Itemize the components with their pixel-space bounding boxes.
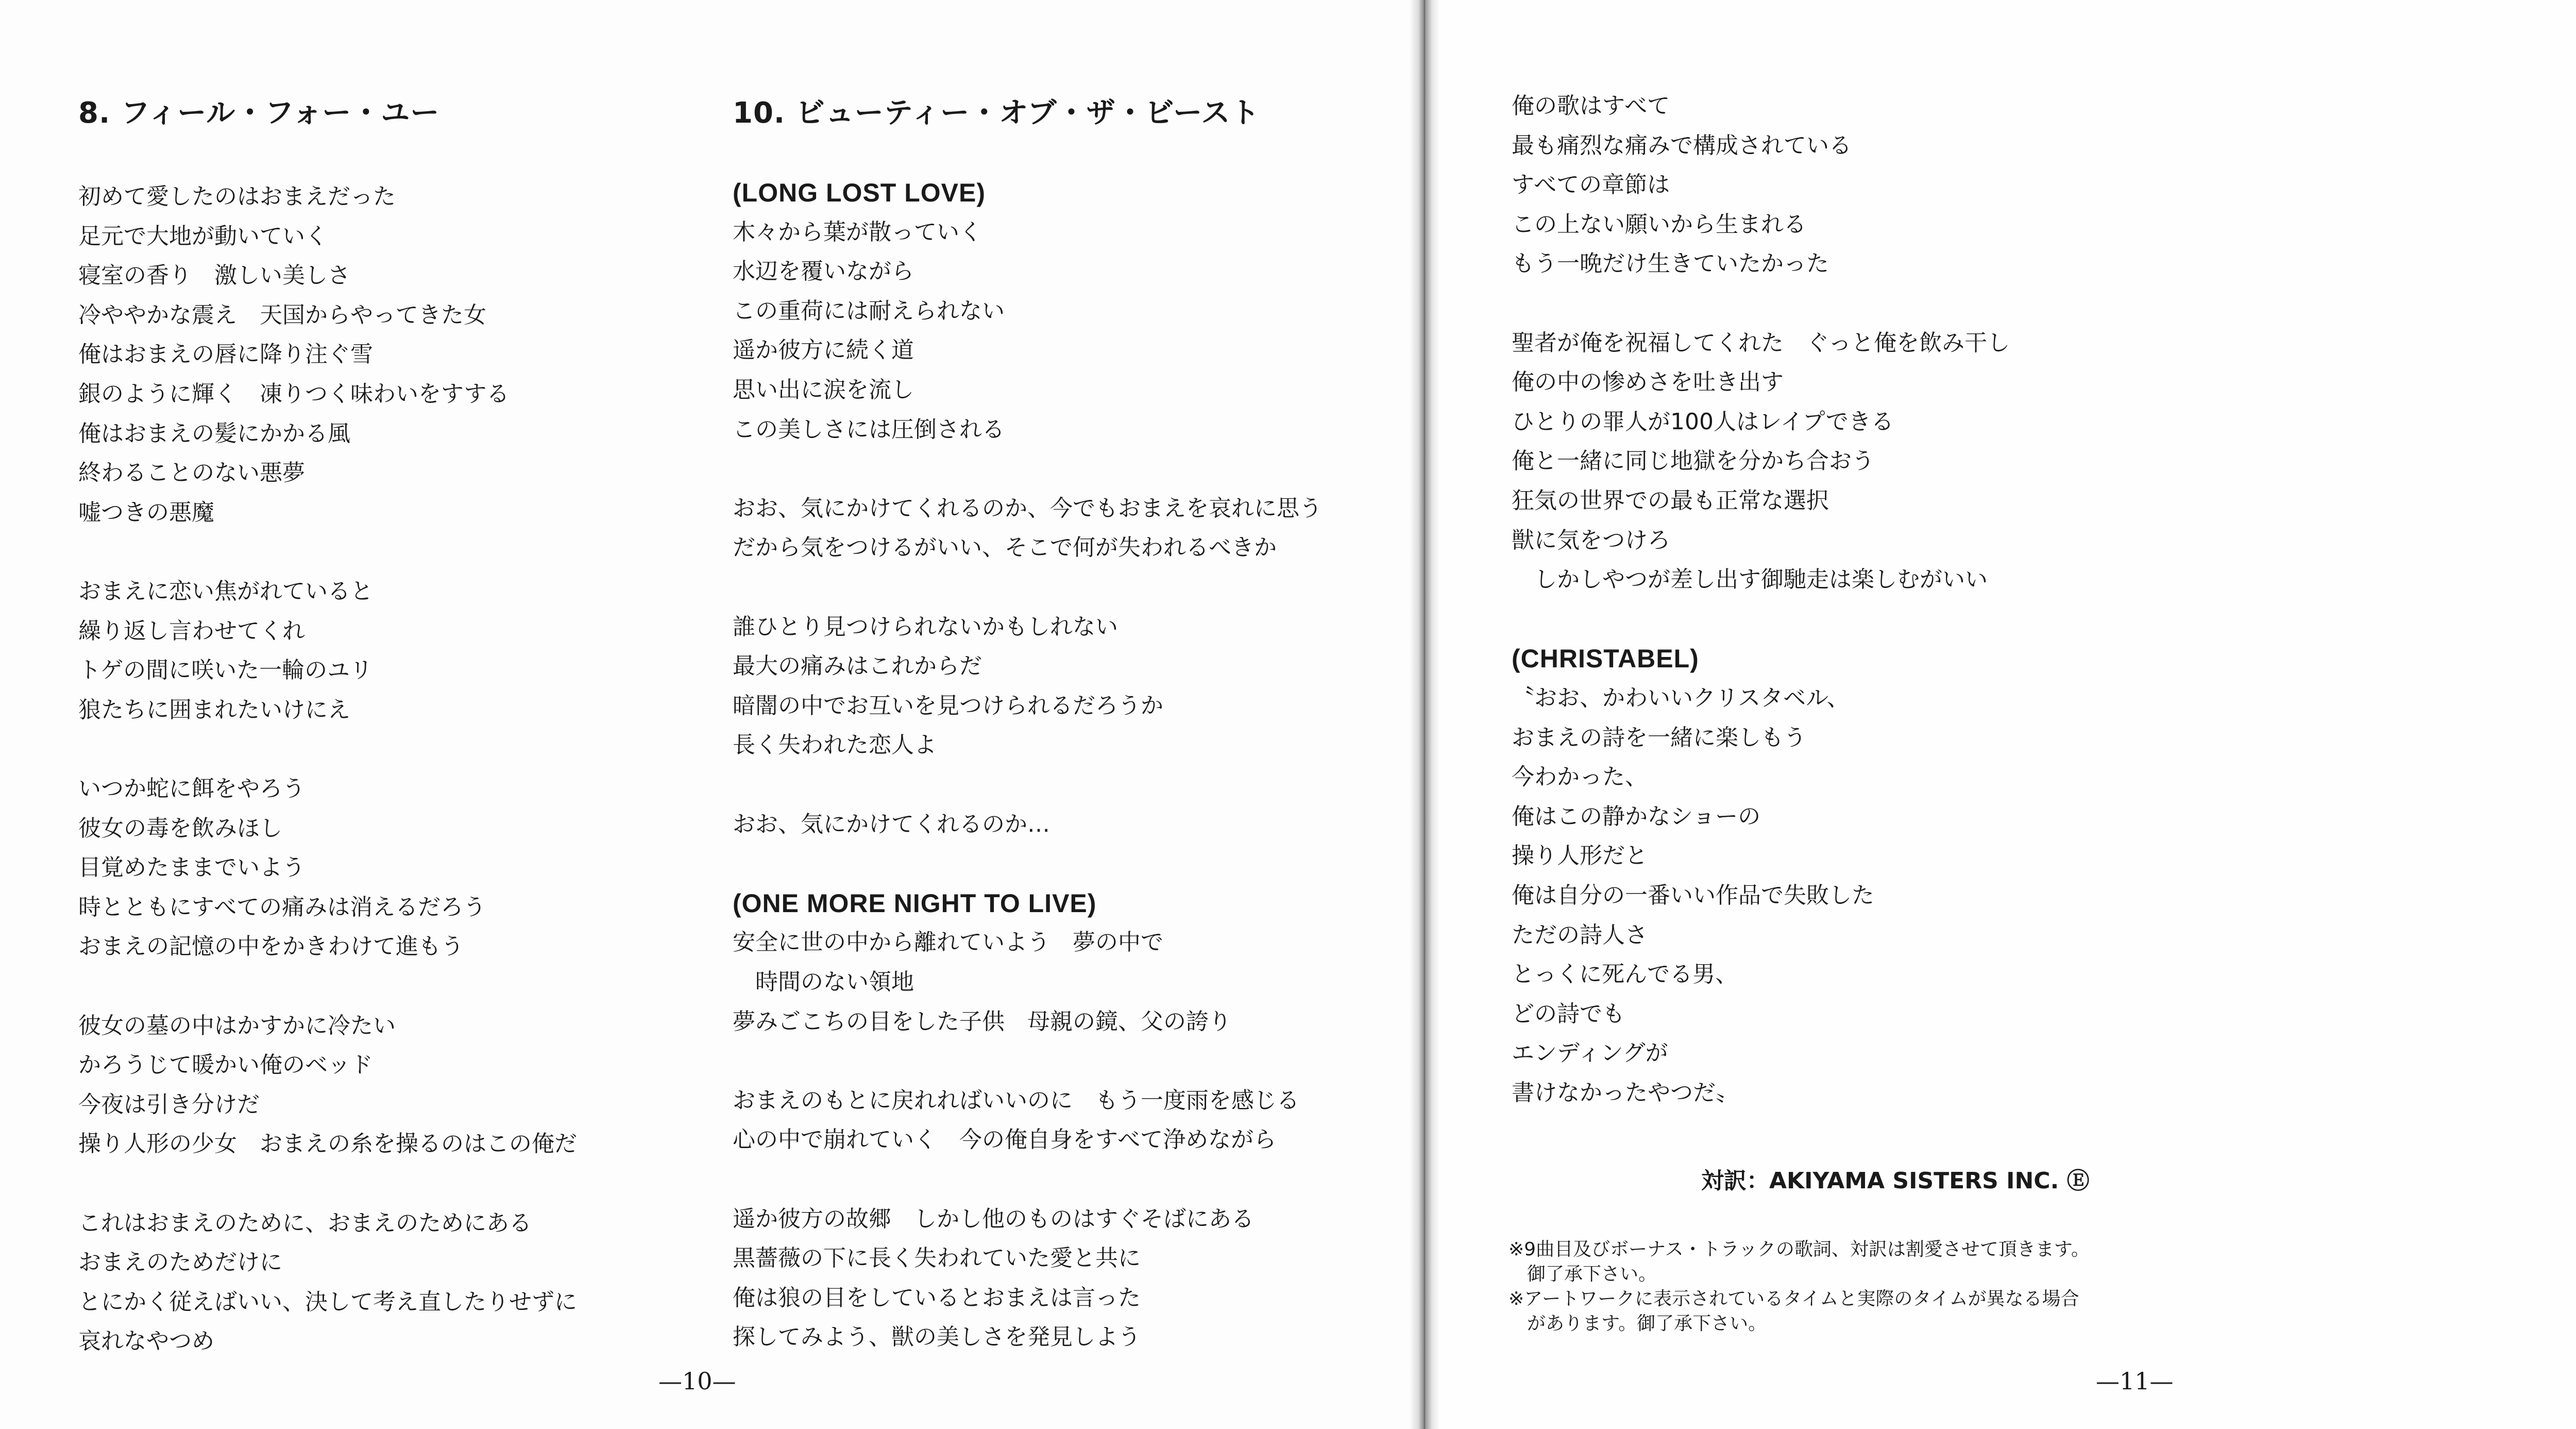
lyric-line: おお、気にかけてくれるのか…: [733, 811, 1050, 837]
lyric-line: エンディングが: [1512, 1040, 1668, 1067]
lyric-line: 思い出に涙を流し: [733, 377, 914, 403]
lyric-line: 〝おお、かわいいクリスタベル、: [1512, 685, 1850, 711]
lyric-line: 誰ひとり見つけられないかもしれない: [733, 613, 1118, 640]
lyric-line: 嘘つきの悪魔: [78, 499, 214, 526]
lyric-line: 俺はこの静かなショーの: [1512, 803, 1761, 830]
song-title: 10. ビューティー・オブ・ザ・ビースト: [733, 96, 1260, 130]
footnote: があります。御了承下さい。: [1509, 1313, 1767, 1334]
lyric-line: 時とともにすべての痛みは消えるだろう: [78, 894, 486, 920]
lyric-line: 繰り返し言わせてくれ: [78, 617, 305, 644]
translation-credit: 対訳：AKIYAMA SISTERS INC. Ⓔ: [1701, 1168, 2090, 1194]
lyric-line: トゲの間に咲いた一輪のユリ: [78, 657, 373, 684]
lyric-line: この上ない願いから生まれる: [1512, 211, 1806, 238]
footnote: ※9曲目及びボーナス・トラックの歌詞、対訳は割愛させて頂きます。: [1509, 1239, 2090, 1260]
lyric-line: 操り人形だと: [1512, 843, 1648, 869]
lyric-line: 初めて愛したのはおまえだった: [78, 183, 396, 210]
page-number: —10—: [658, 1367, 736, 1395]
lyric-line: 冷ややかな震え 天国からやってきた女: [78, 301, 486, 328]
lyric-line: 俺は自分の一番いい作品で失敗した: [1512, 882, 1874, 909]
lyric-line: 木々から葉が散っていく: [733, 218, 982, 245]
lyric-line: しかしやつが差し出す御馳走は楽しむがいい: [1512, 566, 1988, 593]
lyric-line: 黒薔薇の下に長く失われていた愛と共に: [733, 1245, 1141, 1272]
lyric-line: 遥か彼方の故郷 しかし他のものはすぐそばにある: [733, 1205, 1254, 1232]
lyric-line: だから気をつけるがいい、そこで何が失われるべきか: [733, 534, 1277, 561]
lyric-line: 俺の中の惨めさを吐き出す: [1512, 369, 1784, 396]
lyric-line: 探してみよう、獣の美しさを発見しよう: [733, 1324, 1141, 1351]
section-heading: (CHRISTABEL): [1512, 644, 1699, 674]
lyric-line: この重荷には耐えられない: [733, 297, 1005, 324]
lyric-line: 心の中で崩れていく 今の俺自身をすべて浄めながら: [733, 1127, 1277, 1153]
lyric-line: これはおまえのために、おまえのためにある: [78, 1209, 532, 1236]
lyric-line: 書けなかったやつだ〟: [1512, 1080, 1738, 1106]
lyric-line: 足元で大地が動いていく: [78, 223, 328, 249]
lyric-line: 寝室の香り 激しい美しさ: [78, 262, 350, 289]
lyric-line: おまえの詩を一緒に楽しもう: [1512, 724, 1806, 751]
footnote: ※アートワークに表示されているタイムと実際のタイムが異なる場合: [1509, 1288, 2079, 1309]
lyric-line: 俺の歌はすべて: [1512, 93, 1670, 119]
lyric-line: 獣に気をつけろ: [1512, 527, 1670, 553]
lyric-line: 彼女の毒を飲みほし: [78, 815, 282, 842]
lyric-line: この美しさには圧倒される: [733, 416, 1005, 443]
lyric-line: ただの詩人さ: [1512, 921, 1648, 948]
lyric-line: おまえに恋い焦がれていると: [78, 578, 373, 604]
lyric-line: 暗闇の中でお互いを見つけられるだろうか: [733, 692, 1163, 719]
lyric-line: 聖者が俺を祝福してくれた ぐっと俺を飲み干し: [1512, 329, 2010, 356]
lyric-line: すべての章節は: [1512, 172, 1670, 198]
lyric-line: 時間のない領地: [733, 969, 914, 995]
footnote: 御了承下さい。: [1509, 1264, 1657, 1285]
page-number: —11—: [2096, 1367, 2174, 1395]
lyric-line: 俺はおまえの唇に降り注ぐ雪: [78, 341, 373, 368]
lyric-line: 今夜は引き分けだ: [78, 1091, 260, 1118]
lyric-line: どの詩でも: [1512, 1000, 1625, 1027]
lyric-line: 狂気の世界での最も正常な選択: [1512, 487, 1829, 514]
lyric-line: 狼たちに囲まれたいけにえ: [78, 696, 350, 723]
lyric-line: 哀れなやつめ: [78, 1328, 214, 1355]
section-heading: (LONG LOST LOVE): [733, 178, 986, 207]
lyric-line: 安全に世の中から離れていよう 夢の中で: [733, 929, 1163, 956]
lyric-line: 操り人形の少女 おまえの糸を操るのはこの俺だ: [78, 1131, 577, 1157]
section-heading: (ONE MORE NIGHT TO LIVE): [733, 888, 1097, 918]
lyric-line: いつか蛇に餌をやろう: [78, 776, 305, 802]
lyric-line: おまえのもとに戻れればいいのに もう一度雨を感じる: [733, 1087, 1299, 1114]
lyric-line: 銀のように輝く 凍りつく味わいをすする: [78, 381, 510, 407]
lyric-line: 長く失われた恋人よ: [733, 732, 937, 759]
lyric-line: 目覚めたままでいよう: [78, 854, 305, 881]
lyric-line: とっくに死んでる男、: [1512, 961, 1738, 988]
lyric-line: 水辺を覆いながら: [733, 258, 914, 285]
lyric-line: おお、気にかけてくれるのか、今でもおまえを哀れに思う: [733, 495, 1322, 522]
lyric-line: 最も痛烈な痛みで構成されている: [1512, 132, 1852, 159]
lyric-line: 夢みごこちの目をした子供 母親の鏡、父の誇り: [733, 1008, 1231, 1035]
lyric-line: 俺は狼の目をしているとおまえは言った: [733, 1284, 1141, 1311]
lyric-line: とにかく従えばいい、決して考え直したりせずに: [78, 1288, 577, 1315]
lyric-line: 終わることのない悪夢: [78, 460, 305, 486]
song-title: 8. フィール・フォー・ユー: [78, 96, 440, 130]
lyric-line: 彼女の墓の中はかすかに冷たい: [78, 1012, 396, 1039]
lyric-line: 遥か彼方に続く道: [733, 337, 914, 364]
lyric-line: 俺はおまえの髪にかかる風: [78, 420, 350, 447]
lyric-line: おまえのためだけに: [78, 1249, 282, 1276]
lyric-line: もう一晩だけ生きていたかった: [1512, 250, 1829, 277]
lyric-line: 最大の痛みはこれからだ: [733, 653, 982, 680]
lyric-line: 今わかった、: [1512, 764, 1648, 791]
lyric-line: おまえの記憶の中をかきわけて進もう: [78, 933, 464, 960]
lyric-line: ひとりの罪人が100人はレイプできる: [1512, 408, 1894, 435]
lyric-line: 俺と一緒に同じ地獄を分かち合おう: [1512, 448, 1874, 475]
lyric-line: かろうじて暖かい俺のベッド: [78, 1052, 373, 1079]
book-gutter: [1409, 0, 1440, 1429]
